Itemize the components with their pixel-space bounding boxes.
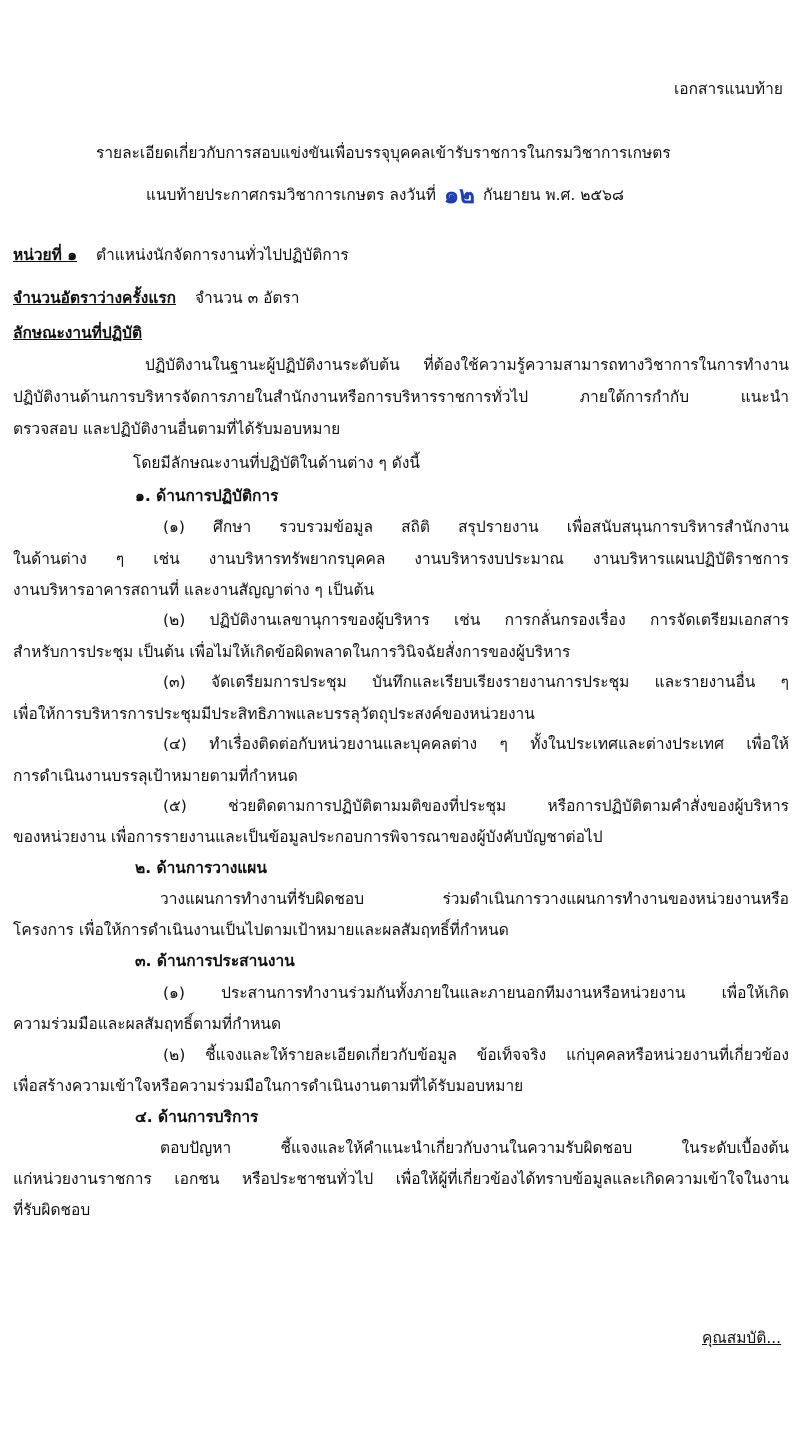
section-2-heading: ๒. ด้านการวางแผน: [135, 859, 267, 877]
s1-item2-line1: (๒) ปฏิบัติงานเลขานุการของผู้บริหาร เช่น การกลั่นกรองเรื่อง การจัดเตรียมเอกสาร: [163, 611, 789, 629]
intro-line-2: ปฏิบัติงานด้านการบริหารจัดการภายในสำนักงานหรือการบริหารราชการทั่วไป ภายใต้การกำกับ แนะนำ: [13, 388, 789, 406]
s3-item1-line1: (๑) ประสานการทำงานร่วมกันทั้งภายในและภายนอกทีมงานหรือหน่วยงาน เพื่อให้เกิด: [163, 984, 789, 1002]
s1-item3-line2: เพื่อให้การบริหารการประชุมมีประสิทธิภาพและบรรลุวัตถุประสงค์ของหน่วยงาน: [13, 705, 535, 723]
attachment-label: เอกสารแนบท้าย: [674, 80, 783, 98]
subtitle-suffix: กันยายน พ.ศ. ๒๕๖๘: [482, 186, 624, 204]
position-name: ตำแหน่งนักจัดการงานทั่วไปปฏิบัติการ: [96, 246, 349, 264]
s4-body-line1: ตอบปัญหา ชี้แจงและให้คำแนะนำเกี่ยวกับงานในความรับผิดชอบ ในระดับเบื้องต้น: [160, 1139, 789, 1157]
s1-item1-line1: (๑) ศึกษา รวบรวมข้อมูล สถิติ สรุปรายงาน เพื่อสนับสนุนการบริหารสำนักงาน: [163, 518, 789, 536]
vacancy-value: จำนวน ๓ อัตรา: [194, 289, 300, 307]
unit-label: หน่วยที่ ๑: [13, 246, 78, 264]
section-4-heading: ๔. ด้านการบริการ: [135, 1108, 259, 1126]
vacancy-row: [13, 285, 300, 310]
s3-item2-line1: (๒) ชี้แจงและให้รายละเอียดเกี่ยวกับข้อมูล ข้อเท็จจริง แก่บุคคลหรือหน่วยงานที่เกี่ยวข้อง: [163, 1046, 789, 1064]
vacancy-label: จำนวนอัตราว่างครั้งแรก: [13, 289, 177, 307]
s1-item4-line1: (๔) ทำเรื่องติดต่อกับหน่วยงานและบุคคลต่าง ๆ ทั้งในประเทศและต่างประเทศ เพื่อให้: [163, 735, 789, 753]
s1-item5-line1: (๕) ช่วยติดตามการปฏิบัติตามมติของที่ประชุม หรือการปฏิบัติตามคำสั่งของผู้บริหาร: [163, 797, 789, 815]
document-subtitle: [146, 172, 624, 211]
intro-line-3: ตรวจสอบ และปฏิบัติงานอื่นตามที่ได้รับมอบหมาย: [13, 420, 341, 438]
intro-line-1: ปฏิบัติงานในฐานะผู้ปฏิบัติงานระดับต้น ที่ต้องใช้ความรู้ความสามารถทางวิชาการในการทำงาน: [145, 356, 789, 374]
s2-body-line1: วางแผนการทำงานที่รับผิดชอบ ร่วมดำเนินการวางแผนการทำงานของหน่วยงานหรือ: [160, 890, 789, 908]
duties-lead: โดยมีลักษณะงานที่ปฏิบัติในด้านต่าง ๆ ดังนี้: [133, 454, 421, 472]
document-title: รายละเอียดเกี่ยวกับการสอบแข่งขันเพื่อบรรจุบุคคลเข้ารับราชการในกรมวิชาการเกษตร: [96, 144, 671, 162]
section-3-heading: ๓. ด้านการประสานงาน: [135, 952, 295, 970]
s4-body-line3: ที่รับผิดชอบ: [13, 1201, 91, 1219]
s3-item2-line2: เพื่อสร้างความเข้าใจหรือความร่วมมือในการดำเนินงานตามที่ได้รับมอบหมาย: [13, 1077, 524, 1095]
s3-item1-line2: ความร่วมมือและผลสัมฤทธิ์ตามที่กำหนด: [13, 1015, 282, 1033]
continued-marker: คุณสมบัติ...: [702, 1329, 782, 1347]
s1-item3-line1: (๓) จัดเตรียมการประชุม บันทึกและเรียบเรียงรายงานการประชุม และรายงานอื่น ๆ: [163, 673, 789, 691]
s1-item1-line3: งานบริหารอาคารสถานที่ และงานสัญญาต่าง ๆ เป็นต้น: [13, 581, 375, 599]
duties-heading: ลักษณะงานที่ปฏิบัติ: [13, 324, 143, 342]
s1-item4-line2: การดำเนินงานบรรลุเป้าหมายตามที่กำหนด: [13, 767, 298, 785]
s2-body-line2: โครงการ เพื่อให้การดำเนินงานเป็นไปตามเป้าหมายและผลสัมฤทธิ์ที่กำหนด: [13, 921, 509, 939]
s1-item1-line2: ในด้านต่าง ๆ เช่น งานบริหารทรัพยากรบุคคล งานบริหารงบประมาณ งานบริหารแผนปฏิบัติราชการ: [13, 550, 789, 568]
handwritten-day: ๑๒: [443, 181, 475, 209]
s4-body-line2: แก่หน่วยงานราชการ เอกชน หรือประชาชนทั่วไป เพื่อให้ผู้ที่เกี่ยวข้องได้ทราบข้อมูลและเกิดความเข้าใจในงาน: [13, 1170, 789, 1188]
section-1-heading: ๑. ด้านการปฏิบัติการ: [135, 487, 279, 505]
unit-row: [13, 242, 349, 267]
s1-item2-line2: สำหรับการประชุม เป็นต้น เพื่อไม่ให้เกิดข้อผิดพลาดในการวินิจฉัยสั่งการของผู้บริหาร: [13, 643, 571, 661]
s1-item5-line2: ของหน่วยงาน เพื่อการรายงานและเป็นข้อมูลประกอบการพิจารณาของผู้บังคับบัญชาต่อไป: [13, 828, 603, 846]
subtitle-prefix: แนบท้ายประกาศกรมวิชาการเกษตร ลงวันที่: [146, 186, 436, 204]
